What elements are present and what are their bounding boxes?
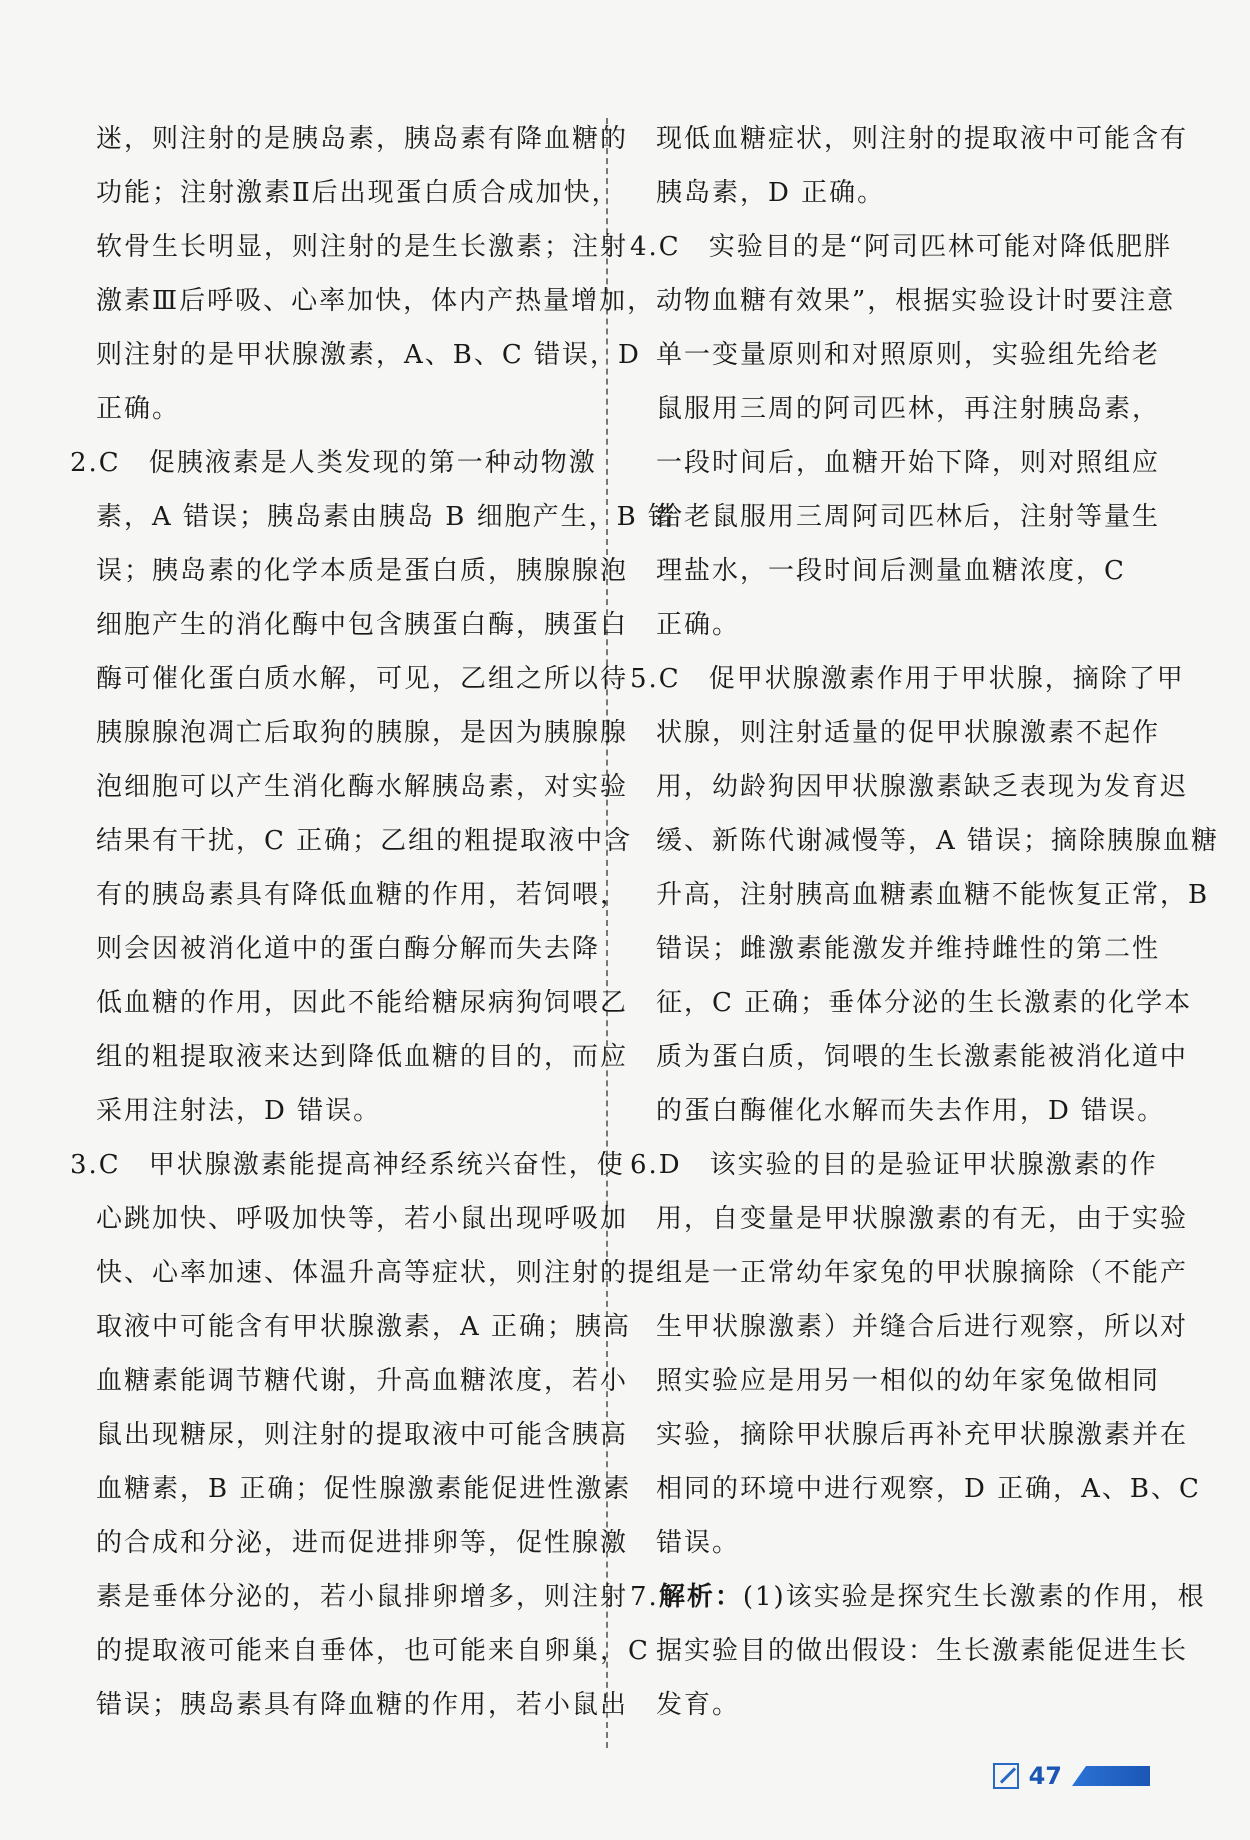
text-line: 实验，摘除甲状腺后再补充甲状腺激素并在 xyxy=(656,1420,1189,1450)
text-line: 理盐水，一段时间后测量血糖浓度，C xyxy=(656,556,1126,586)
text-line: 血糖素，B 正确；促性腺激素能促进性激素 xyxy=(96,1474,632,1504)
answer-item-2: 2.C 促胰液素是人类发现的第一种动物激 xyxy=(70,448,597,478)
text-line: 的提取液可能来自垂体，也可能来自卵巢，C xyxy=(96,1636,650,1666)
text-line: 的合成和分泌，进而促进排卵等，促性腺激 xyxy=(96,1528,629,1558)
text-line: 素，A 错误；胰岛素由胰岛 B 细胞产生，B 错 xyxy=(96,502,677,532)
text-line: 血糖素能调节糖代谢，升高血糖浓度，若小 xyxy=(96,1366,629,1396)
page-number-bar xyxy=(1072,1766,1150,1786)
right-column xyxy=(630,112,1220,1732)
text-line: 有的胰岛素具有降低血糖的作用，若饲喂， xyxy=(96,880,629,910)
text-line: 组的粗提取液来达到降低血糖的目的，而应 xyxy=(96,1042,629,1072)
text-line: 则会因被消化道中的蛋白酶分解而失去降 xyxy=(96,934,601,964)
text-line: 正确。 xyxy=(656,610,741,640)
text-line: 组是一正常幼年家兔的甲状腺摘除（不能产 xyxy=(656,1258,1189,1288)
text-line: 动物血糖有效果”，根据实验设计时要注意 xyxy=(656,286,1176,316)
answer-item-7 xyxy=(630,1570,1206,1624)
text-line: 给老鼠服用三周阿司匹林后，注射等量生 xyxy=(656,502,1161,532)
text-line: 胰腺腺泡凋亡后取狗的胰腺，是因为胰腺腺 xyxy=(96,718,629,748)
text-line: 细胞产生的消化酶中包含胰蛋白酶，胰蛋白 xyxy=(96,610,629,640)
left-column xyxy=(70,112,677,1732)
text-line: 鼠服用三周的阿司匹林，再注射胰岛素， xyxy=(656,394,1161,424)
text-line: 发育。 xyxy=(656,1690,741,1720)
text-line: 的蛋白酶催化水解而失去作用，D 错误。 xyxy=(656,1096,1166,1126)
text-line: 则注射的是甲状腺激素，A、B、C 错误，D xyxy=(96,340,641,370)
text-line: 生甲状腺激素）并缝合后进行观察，所以对 xyxy=(656,1312,1189,1342)
text-line: 单一变量原则和对照原则，实验组先给老 xyxy=(656,340,1161,370)
text-line: 征，C 正确；垂体分泌的生长激素的化学本 xyxy=(656,988,1193,1018)
text-line: 迷，则注射的是胰岛素，胰岛素有降血糖的 xyxy=(96,124,629,154)
text-line: 照实验应是用另一相似的幼年家兔做相同 xyxy=(656,1366,1161,1396)
text-line: 素是垂体分泌的，若小鼠排卵增多，则注射 xyxy=(96,1582,629,1612)
answer-item-3: 3.C 甲状腺激素能提高神经系统兴奋性，使 xyxy=(70,1150,625,1180)
text-line: 升高，注射胰高血糖素血糖不能恢复正常，B xyxy=(656,880,1210,910)
text-line: 错误；雌激素能激发并维持雌性的第二性 xyxy=(656,934,1161,964)
text-line: 错误；胰岛素具有降血糖的作用，若小鼠出 xyxy=(96,1690,629,1720)
text-line: 用，自变量是甲状腺激素的有无，由于实验 xyxy=(656,1204,1189,1234)
text-line: 据实验目的做出假设：生长激素能促进生长 xyxy=(656,1636,1189,1666)
text-line: 用，幼龄狗因甲状腺激素缺乏表现为发育迟 xyxy=(656,772,1189,802)
analysis-label: 解析： xyxy=(658,1582,743,1612)
text-line: 取液中可能含有甲状腺激素，A 正确；胰高 xyxy=(96,1312,632,1342)
text-line: 现低血糖症状，则注射的提取液中可能含有 xyxy=(656,124,1189,154)
text-line: 泡细胞可以产生消化酶水解胰岛素，对实验 xyxy=(96,772,629,802)
text-line: 功能；注射激素Ⅱ后出现蛋白质合成加快， xyxy=(96,178,620,208)
text-line: 质为蛋白质，饲喂的生长激素能被消化道中 xyxy=(656,1042,1189,1072)
pencil-icon xyxy=(993,1763,1019,1789)
text-run: (1)该实验是探究生长激素的作用，根 xyxy=(742,1582,1206,1612)
text-line: 软骨生长明显，则注射的是生长激素；注射 xyxy=(96,232,629,262)
text-line: 低血糖的作用，因此不能给糖尿病狗饲喂乙 xyxy=(96,988,629,1018)
answer-item-4: 4.C 实验目的是“阿司匹林可能对降低肥胖 xyxy=(630,232,1172,262)
text-line: 胰岛素，D 正确。 xyxy=(656,178,886,208)
text-line: 激素Ⅲ后呼吸、心率加快，体内产热量增加， xyxy=(96,286,656,316)
text-line: 相同的环境中进行观察，D 正确，A、B、C xyxy=(656,1474,1201,1504)
text-line: 状腺，则注射适量的促甲状腺激素不起作 xyxy=(656,718,1161,748)
text-line: 错误。 xyxy=(656,1528,741,1558)
text-line: 心跳加快、呼吸加快等，若小鼠出现呼吸加 xyxy=(96,1204,629,1234)
text-line: 结果有干扰，C 正确；乙组的粗提取液中含 xyxy=(96,826,633,856)
text-line: 误；胰岛素的化学本质是蛋白质，胰腺腺泡 xyxy=(96,556,629,586)
answer-item-6: 6.D 该实验的目的是验证甲状腺激素的作 xyxy=(630,1150,1158,1180)
text-line: 缓、新陈代谢减慢等，A 错误；摘除胰腺血糖 xyxy=(656,826,1220,856)
page-number: 47 xyxy=(1028,1762,1062,1790)
text-line: 鼠出现糖尿，则注射的提取液中可能含胰高 xyxy=(96,1420,629,1450)
answer-item-5: 5.C 促甲状腺激素作用于甲状腺，摘除了甲 xyxy=(630,664,1185,694)
item-number: 7. xyxy=(630,1582,659,1612)
text-line: 一段时间后，血糖开始下降，则对照组应 xyxy=(656,448,1161,478)
page-footer xyxy=(993,1762,1150,1790)
text-line: 酶可催化蛋白质水解，可见，乙组之所以待 xyxy=(96,664,629,694)
text-line: 正确。 xyxy=(96,394,181,424)
text-line: 快、心率加速、体温升高等症状，则注射的提 xyxy=(96,1258,657,1288)
text-line: 采用注射法，D 错误。 xyxy=(96,1096,382,1126)
